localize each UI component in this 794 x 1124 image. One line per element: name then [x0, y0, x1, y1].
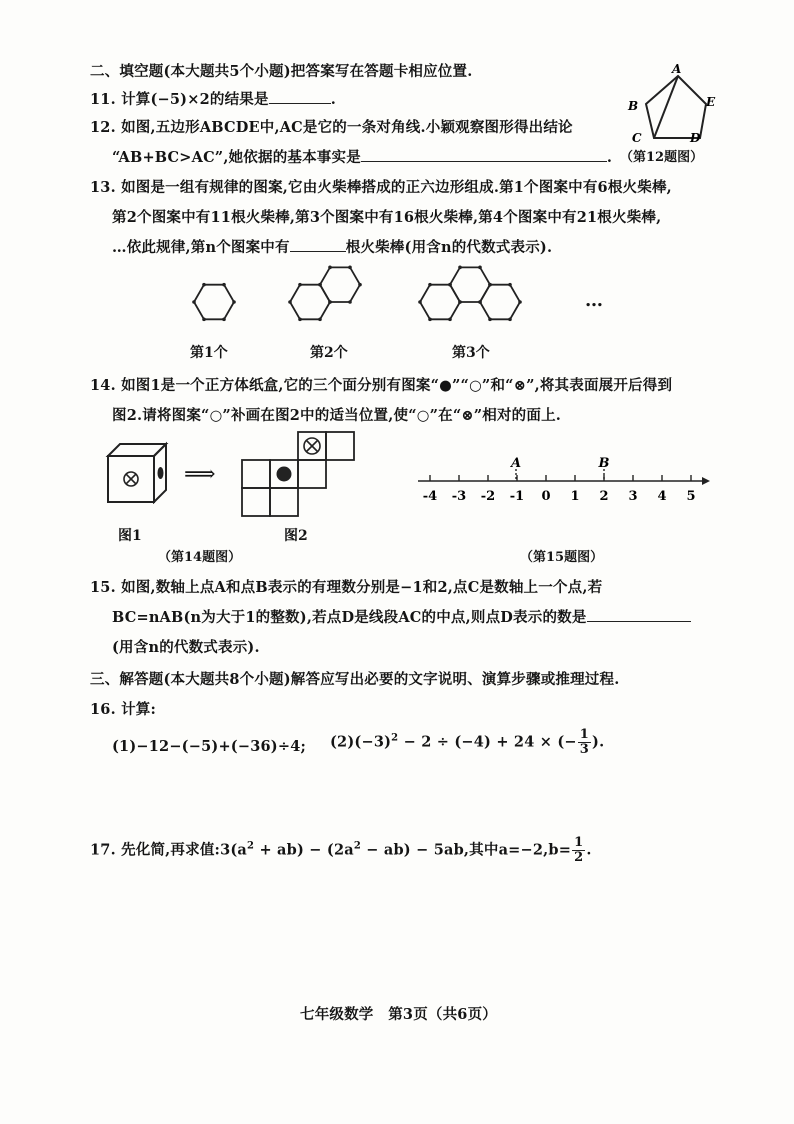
match-joint-dot	[298, 318, 302, 322]
match-joint-dot	[348, 300, 352, 304]
q13-text-a: …依此规律,第n个图案中有	[112, 239, 290, 256]
q16-part2-c: ).	[592, 733, 605, 751]
match-joint-dot	[192, 300, 196, 304]
q15-line1: 15. 如图,数轴上点A和点B表示的有理数分别是−1和2,点C是数轴上一个点,若	[90, 579, 603, 596]
q13-line2: 第2个图案中有11根火柴棒,第3个图案中有16根火柴棒,第4个图案中有21根火柴棒,	[112, 209, 662, 226]
q12-text: “AB+BC>AC”,她依据的基本事实是	[112, 149, 361, 166]
match-joint-dot	[298, 283, 302, 287]
q11-answer-blank[interactable]	[269, 89, 331, 104]
number-line-figure	[414, 455, 714, 507]
axis-tick-label: -4	[422, 489, 438, 504]
point-A-label: A	[510, 456, 522, 471]
question-11	[90, 88, 336, 109]
pattern-label-2: 第2个	[310, 345, 348, 361]
q12-end: .	[606, 149, 613, 166]
q17-denominator: 2	[574, 850, 584, 865]
axis-tick-label: 4	[657, 489, 667, 504]
q16-numerator: 1	[579, 727, 590, 742]
q11-text: 11. 计算(−5)×2的结果是	[90, 91, 269, 108]
q13-answer-blank[interactable]	[290, 237, 346, 252]
axis-tick-label: 5	[686, 489, 696, 504]
match-joint-dot	[288, 300, 292, 304]
q15-text: BC=nAB(n为大于1的整数),若点D是线段AC的中点,则点D表示的数是	[112, 609, 587, 626]
q16-part2-b: − 2 ÷ (−4) + 24 × (−	[398, 733, 577, 751]
cube-net-figure	[240, 430, 356, 520]
q16-part2-a: (2)(−3)	[330, 733, 392, 751]
match-joint-dot	[418, 300, 422, 304]
axis-tick-label: 3	[628, 489, 638, 504]
match-joint-dot	[508, 318, 512, 322]
q13-line1: 13. 如图是一组有规律的图案,它由火柴棒搭成的正六边形组成.第1个图案中有6根火柴棒,	[90, 179, 672, 196]
axis-tick-label: 1	[570, 489, 580, 504]
match-joint-dot	[478, 266, 482, 270]
match-joint-dot	[428, 283, 432, 287]
hexagon-patterns	[180, 262, 620, 334]
match-joint-dot	[448, 283, 452, 287]
section2-title: 二、填空题	[90, 63, 164, 80]
match-joint-dot	[222, 283, 226, 287]
match-joint-dot	[458, 300, 462, 304]
match-joint-dot	[348, 266, 352, 270]
axis-tick-label: 2	[599, 489, 609, 504]
q17-text-b: + ab) − (2a	[254, 841, 354, 859]
match-joint-dot	[222, 318, 226, 322]
section2-heading	[90, 60, 472, 81]
arrow-glyph: ⟹	[184, 462, 216, 487]
q16-part1: (1)−12−(−5)+(−36)÷4;	[112, 738, 307, 755]
axis-tick-label: 0	[541, 489, 551, 504]
match-joint-dot	[318, 283, 322, 287]
label-B: B	[628, 99, 639, 113]
q12-answer-blank[interactable]	[361, 147, 607, 162]
q12-caption: （第12题图）	[620, 150, 704, 165]
match-joint-dot	[358, 283, 362, 287]
q15-line3: (用含n的代数式表示).	[112, 639, 260, 656]
label-D: D	[690, 131, 701, 144]
q16-title: 16. 计算:	[90, 701, 157, 718]
match-joint-dot	[202, 318, 206, 322]
q15-caption: （第15题图）	[520, 550, 604, 565]
point-B-label: B	[598, 456, 610, 471]
page-footer: 七年级数学 第3页（共6页）	[300, 1006, 497, 1023]
q16-exponent: 2	[391, 732, 399, 744]
pattern-label-1: 第1个	[190, 345, 228, 361]
q15-line2	[112, 606, 691, 627]
match-joint-dot	[478, 300, 482, 304]
fig2-label: 图2	[284, 528, 308, 544]
hexagon-pattern2-b	[320, 267, 360, 302]
match-joint-dot	[488, 283, 492, 287]
q13-text-b: 根火柴棒(用含n的代数式表示).	[345, 239, 553, 256]
q16-denominator: 3	[579, 742, 590, 757]
axis-tick-label: -3	[451, 489, 467, 504]
match-joint-dot	[518, 300, 522, 304]
match-joint-dot	[488, 318, 492, 322]
q14-line1: 14. 如图1是一个正方体纸盒,它的三个面分别有图案“●”“○”和“⊗”,将其表面展开后得到	[90, 377, 673, 394]
axis-tick-label: -1	[509, 489, 525, 504]
match-joint-dot	[458, 266, 462, 270]
label-A: A	[672, 62, 682, 76]
match-joint-dot	[318, 318, 322, 322]
q17-end: .	[586, 841, 592, 859]
section3-desc: (本大题共8个小题)解答应写出必要的文字说明、演算步骤或推理过程.	[163, 671, 620, 688]
q17-text-c: − ab) − 5ab,其中a=−2,b=	[361, 841, 572, 859]
match-joint-dot	[428, 318, 432, 322]
section3-title: 三、解答题	[90, 671, 164, 688]
axis-tick-label: -2	[480, 489, 496, 504]
match-joint-dot	[328, 300, 332, 304]
match-joint-dot	[328, 266, 332, 270]
pattern-label-3: 第3个	[452, 345, 490, 361]
q16-part2	[330, 728, 604, 757]
cube-figure	[104, 440, 170, 504]
q17-line	[90, 836, 592, 865]
pentagon-figure	[622, 62, 722, 144]
q17-numerator: 1	[574, 835, 584, 850]
hexagon-pattern1	[194, 285, 234, 320]
match-joint-dot	[202, 283, 206, 287]
label-C: C	[632, 131, 642, 144]
q12-line1: 12. 如图,五边形ABCDE中,AC是它的一条对角线.小颖观察图形得出结论	[90, 119, 573, 136]
fig1-label: 图1	[118, 528, 142, 544]
q11-end: .	[330, 91, 336, 108]
q12-line2	[112, 146, 612, 167]
q13-ellipsis: …	[585, 290, 603, 311]
q17-exp1: 2	[247, 840, 255, 852]
q14-line2: 图2.请将图案“○”补画在图2中的适当位置,使“○”在“⊗”相对的面上.	[112, 407, 562, 424]
match-joint-dot	[232, 300, 236, 304]
q14-caption: （第14题图）	[158, 550, 242, 565]
section2-desc: (本大题共5个小题)把答案写在答题卡相应位置.	[163, 63, 473, 80]
hexagon-pattern3-c	[480, 285, 520, 320]
q17-fraction	[572, 836, 585, 865]
section3-heading	[90, 668, 619, 689]
q17-exp2: 2	[353, 840, 362, 852]
q15-answer-blank[interactable]	[587, 607, 691, 622]
q17-text-a: 17. 先化简,再求值:3(a	[90, 841, 248, 859]
match-joint-dot	[508, 283, 512, 287]
q13-line3	[112, 236, 552, 257]
label-E: E	[706, 95, 716, 109]
match-joint-dot	[448, 318, 452, 322]
q16-fraction	[578, 728, 591, 757]
